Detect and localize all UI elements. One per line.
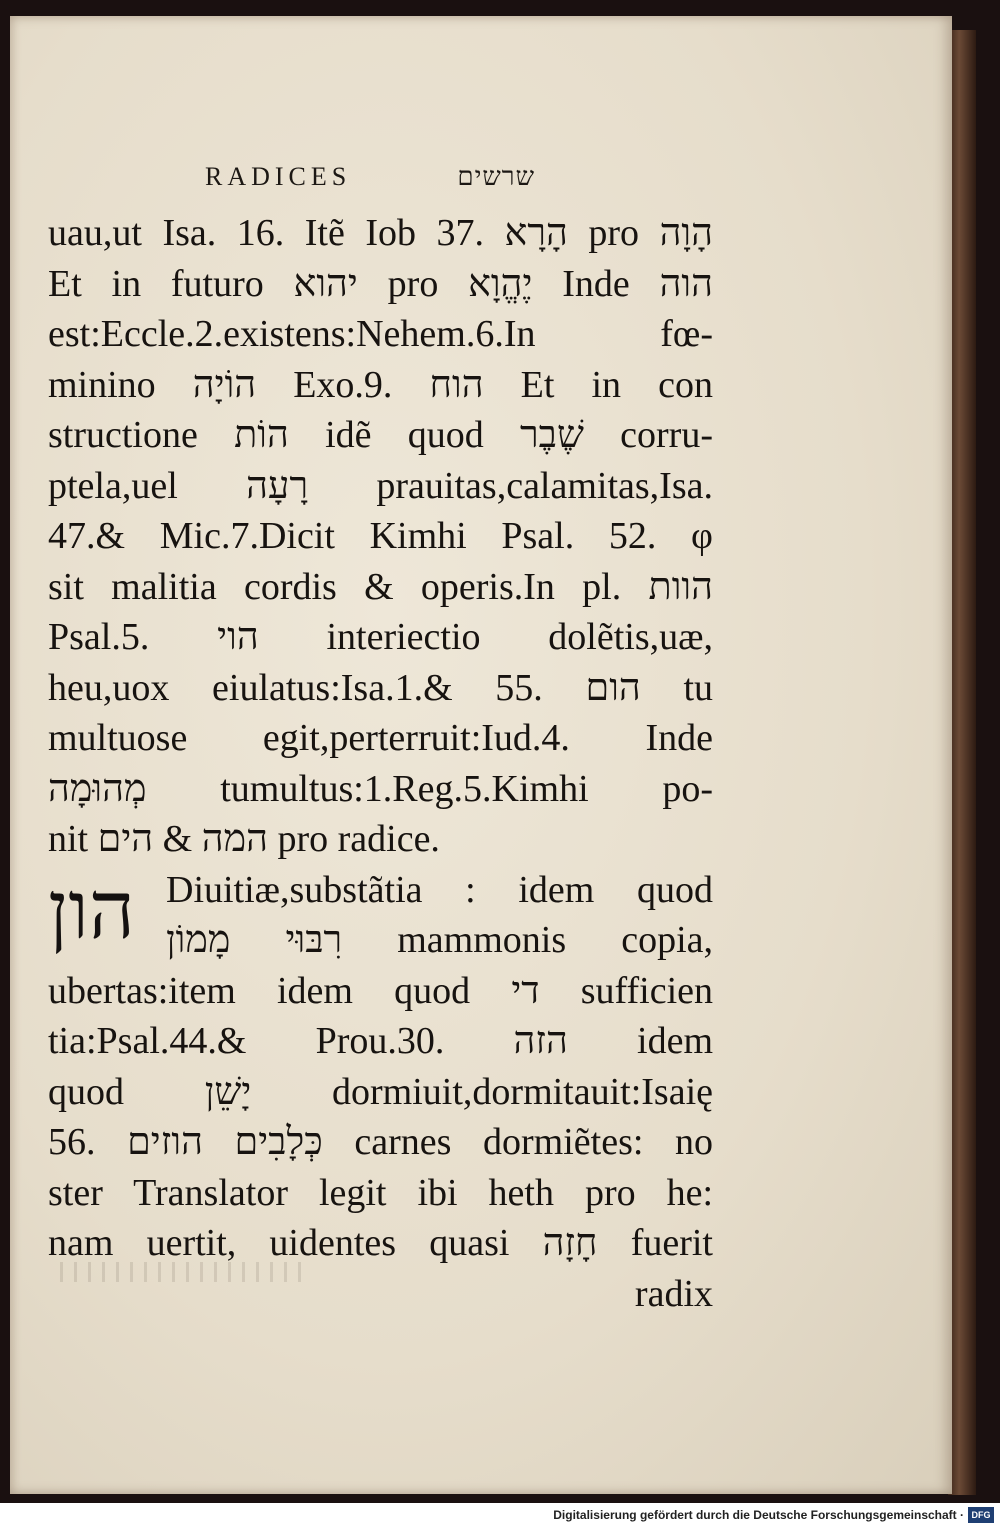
text-line: ptela,uel רָעָה prauitas,calamitas,Isa. [48,464,713,507]
text-line: Psal.5. הוי interiectio dolẽtis,uæ, [48,616,713,658]
text-line: est:Eccle.2.existens:Nehem.6.In fœ- [48,313,713,355]
text-line: Et in futuro יהוא pro יֶהֱוָא Inde הוה [48,262,713,305]
text-line: uau,ut Isa. 16. Itẽ Iob 37. הָרָא pro הָוָה [48,212,713,254]
running-header [205,162,535,202]
text-line: nam uertit, uidentes quasi חָזָה fuerit [48,1222,713,1264]
bleed-through-marks [60,1262,310,1282]
text-line: nit המה & הים pro radice. [48,818,440,860]
entry-block [48,865,713,966]
funding-credit: Digitalisierung gefördert durch die Deutsche Forschungsgemeinschaft · [553,1508,964,1522]
text-line: quod יָשֵׁן dormiuit,dormitauit:Isaię [48,1070,714,1113]
text-line: ster Translator legit ibi heth pro he: [48,1171,713,1214]
text-line: רִבּוּי מָמוֹן mammonis copia, [166,919,713,961]
text-line: multuose egit,perterruit:Iud.4. Inde [48,717,713,759]
text-line: מְהוּמָה tumultus:1.Reg.5.Kimhi po- [48,767,713,810]
text-line: heu,uox eiulatus:Isa.1.& 55. הום tu [48,666,714,709]
drop-cap-hebrew: הון [48,863,135,957]
dfg-logo: DFG [968,1507,994,1523]
header-hebrew: שרשים [457,162,535,191]
catchword: radix [634,1272,713,1315]
text-line: minino הוֹיָה Exo.9. הוח Et in con [48,363,713,406]
text-line: tia:Psal.44.& Prou.30. הזה idem [48,1020,713,1062]
header-latin: RADICES [205,162,352,191]
text-line: Diuitiæ,substãtia : idem quod [166,868,713,911]
book-edge [948,30,976,1495]
text-line: 47.& Mic.7.Dicit Kimhi Psal. 52. φ [48,515,713,557]
text-line: ubertas:item idem quod די sufficien [48,969,714,1012]
text-line: sit malitia cordis & operis.In pl. הוות [48,565,713,608]
page-text [48,208,713,1319]
text-line: 56. כְּלָבִים הוזים carnes dormiẽtes: no [48,1121,713,1163]
text-line: structione הוֹת idẽ quod שֶׁבֶר corru- [48,414,713,456]
